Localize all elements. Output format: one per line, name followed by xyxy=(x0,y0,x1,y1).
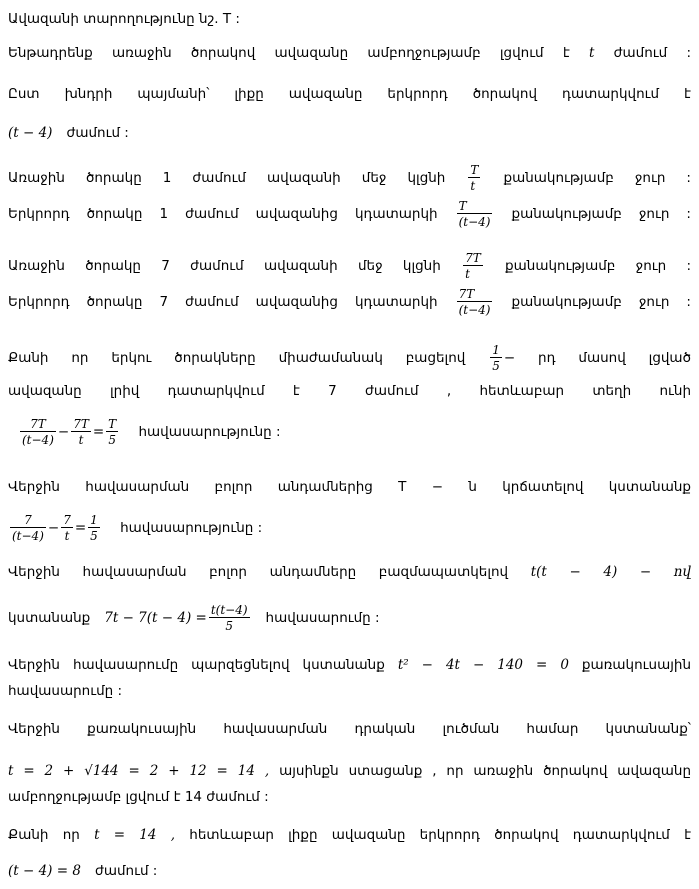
line-11: $\frac{7T}{(t-4)}$ − $\frac{7T}{t}$ = $\frac{T}{5}$ հավասարությունը : xyxy=(22,417,281,447)
line-14: Վերջին հավասարման բոլոր անդամները բազմապատկելով t(t − 4) − ով xyxy=(8,564,691,580)
line-12: Վերջին հավասարման բոլոր անդամներից T − ն կրճատելով կստանանք xyxy=(8,479,691,495)
fraction: $\frac{7T}{t}$ xyxy=(73,417,89,447)
fraction: $\frac{7T}{(t-4)}$ xyxy=(22,417,54,447)
fraction: $\frac{T}{5}$ xyxy=(108,417,117,447)
line-5: Առաջին ծորակը 1 ժամում ավազանի մեջ կլցնի $\frac{T}{t}$ քանակությամբ ջուր : xyxy=(8,163,691,193)
line-16: Վերջին հավասարումը պարզեցնելով կստանանք t² − 4t − 140 = 0 քառակուսային xyxy=(8,657,692,673)
line-9: Քանի որ երկու ծորակները միաժամանակ բացելով $\frac{1}{5}$ − րդ մասով լցված xyxy=(8,343,691,373)
fraction: $\frac{T}{t}$ xyxy=(470,163,479,193)
fraction: $\frac{1}{5}$ xyxy=(90,513,98,543)
line-20: ամբողջությամբ լցվում է 14 ժամում : xyxy=(8,789,269,805)
fraction: $\frac{7T}{t}$ xyxy=(465,251,481,281)
line-3: Ըստ խնդրի պայմանի՝ լիքը ավազանը երկրորդ ծորակով դատարկվում է xyxy=(8,86,691,102)
fraction: $\frac{7T}{(t-4)}$ xyxy=(458,287,491,317)
line-13: $\frac{7}{(t-4)}$ − $\frac{7}{t}$ = $\frac{1}{5}$ հավասարությունը : xyxy=(12,513,263,543)
line-10: ավազանը լրիվ դատարկվում է 7 ժամում , հետևաբար տեղի ունի xyxy=(8,383,691,399)
line-6: Երկրորդ ծորակը 1 ժամում ավազանից կդատարկի $\frac{T}{(t-4)}$ քանակությամբ ջուր : xyxy=(8,199,691,229)
line-8: Երկրորդ ծորակը 7 ժամում ավազանից կդատարկի $\frac{7T}{(t-4)}$ քանակությամբ ջուր : xyxy=(8,287,691,317)
fraction: $\frac{1}{5}$ xyxy=(492,343,500,373)
line-19: t = 2 + √144 = 2 + 12 = 14 , այսինքն ստացանք , որ առաջին ծորակով ավազանը xyxy=(8,763,692,779)
line-18: Վերջին քառակուսային հավասարման դրական լուծման համար կստանանք՝ xyxy=(8,721,691,737)
line-21: Քանի որ t = 14 , հետևաբար լիքը ավազանը երկրորդ ծորակով դատարկվում է xyxy=(8,827,692,843)
line-2: Ենթադրենք առաջին ծորակով ավազանը ամբողջությամբ լցվում է t ժամում : xyxy=(8,45,691,61)
line-1: Ավազանի տարողությունը նշ. T : xyxy=(8,11,240,27)
line-22: (t − 4) = 8 ժամում : xyxy=(8,863,158,879)
line-17: հավասարումը : xyxy=(8,683,123,699)
fraction: $\frac{7}{t}$ xyxy=(63,513,71,543)
fraction: $\frac{T}{(t-4)}$ xyxy=(458,199,491,229)
line-7: Առաջին ծորակը 7 ժամում ավազանի մեջ կլցնի $\frac{7T}{t}$ քանակությամբ ջուր : xyxy=(8,251,692,281)
fraction: $\frac{t(t-4)}{5}$ xyxy=(210,603,248,633)
line-4: (t − 4) ժամում : xyxy=(8,125,129,141)
fraction: $\frac{7}{(t-4)}$ xyxy=(12,513,44,543)
line-15: կստանանք 7t − 7(t − 4) = $\frac{t(t-4)}{5}$ հավասարումը : xyxy=(8,603,380,633)
